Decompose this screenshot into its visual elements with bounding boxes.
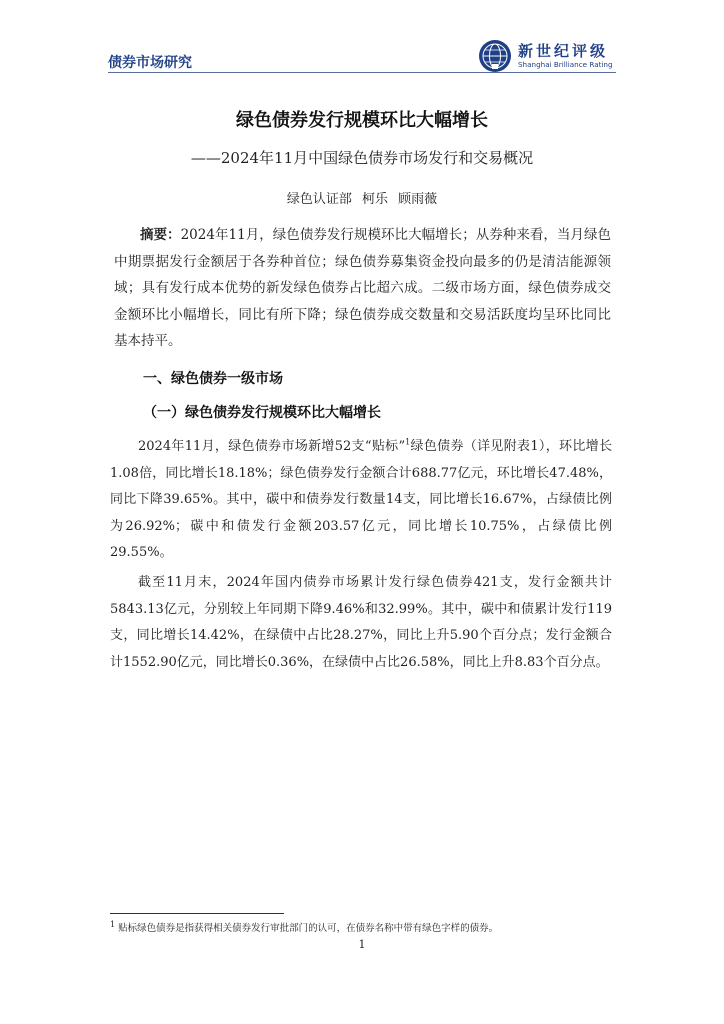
body-paragraph-2: 截至11月末，2024年国内债券市场累计发行绿色债券421支，发行金额共计5843.13亿元，分别较上年同期下降9.46%和32.99%。其中，碳中和债累计发行119支，同比增长14.42%，在绿债中占比28.27%，同比上升5.90个百分点；发行金额合计1552.90亿元，同比增长0.36%，在绿债中占比26.58%，同比上升8.83个百分点。: [110, 575, 612, 670]
footnote-divider: [110, 913, 284, 914]
page-subtitle: ——2024年11月中国绿色债券市场发行和交易概况: [190, 149, 534, 167]
globe-emblem-icon: [478, 39, 512, 73]
section-heading: 一、绿色债券一级市场: [143, 371, 283, 387]
para1-text-after: 绿色债券（详见附表1），环比增长1.08倍，同比增长18.18%；绿色债券发行金额合计688.77亿元，环比增长47.48%，同比下降39.65%。其中，碳中和债券发行数量14支，同比增长16.67%，占绿债比例为26.92%；碳中和债发行金额203.57亿元，同比增长10.75%，占绿债比例29.55%。: [110, 439, 612, 560]
page-number: 1: [358, 938, 366, 951]
authors-line: 绿色认证部 柯乐 顾雨薇: [286, 192, 438, 207]
header-divider: [108, 72, 616, 73]
logo-chinese-name: 新世纪评级: [518, 42, 609, 60]
footnote-marker: 1: [110, 919, 116, 929]
brand-logo: [478, 38, 618, 74]
footnote-ref[interactable]: 1: [405, 437, 411, 447]
abstract-label: 摘要：: [140, 227, 181, 243]
abstract-paragraph: [114, 222, 611, 355]
footnote: [110, 920, 498, 934]
logo-english-name: Shanghai Brilliance Rating: [518, 60, 613, 69]
page-title: 绿色债券发行规模环比大幅增长: [236, 110, 488, 131]
header-section-title: 债券市场研究: [108, 55, 192, 71]
subsection-heading: （一）绿色债券发行规模环比大幅增长: [143, 405, 381, 421]
body-paragraph-1: [110, 434, 612, 567]
footnote-text: 贴标绿色债券是指获得相关债券发行审批部门的认可，在债券名称中带有绿色字样的债券。: [118, 923, 499, 934]
abstract-text: 2024年11月，绿色债券发行规模环比大幅增长；从券种来看，当月绿色中期票据发行金额居于各券种首位；绿色债券募集资金投向最多的仍是清洁能源领域；具有发行成本优势的新发绿色债券占比超六成。二级市场方面，绿色债券成交金额环比小幅增长，同比有所下降；绿色债券成交数量和交易活跃度均呈环比同比基本持平。: [114, 227, 611, 349]
para1-text-before: 2024年11月，绿色债券市场新增52支“贴标”: [138, 439, 406, 454]
